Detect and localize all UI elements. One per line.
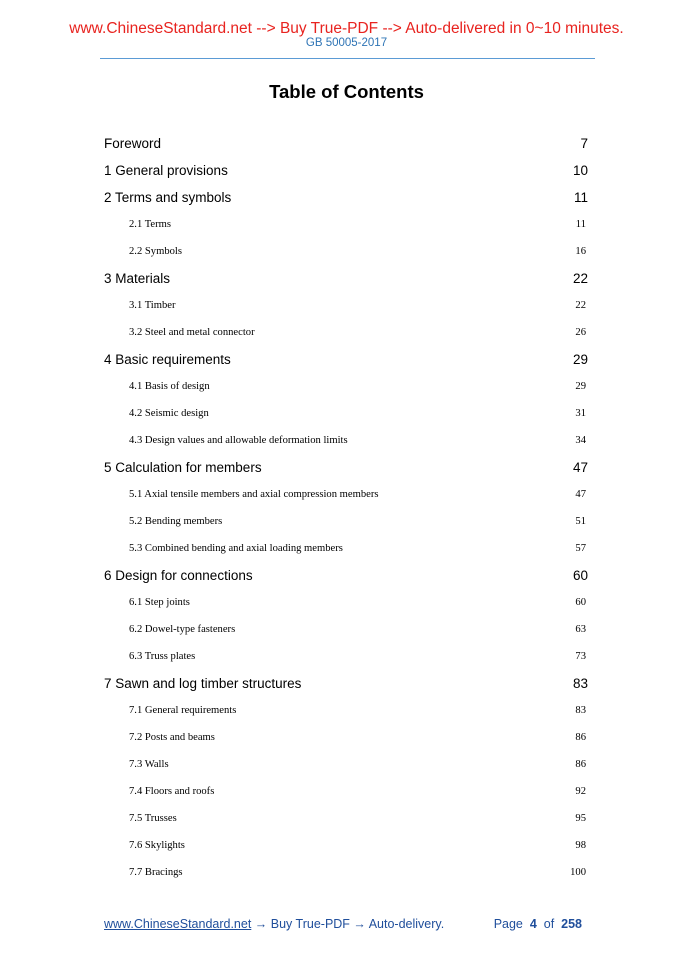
dot-leader: [190, 594, 575, 605]
toc-entry-chapter-2[interactable]: [104, 184, 588, 211]
toc-entry-text: 2.1 Terms: [129, 219, 172, 230]
toc-entry-text: 2 Terms and symbols: [104, 190, 232, 205]
footer-promo-text: → Buy True-PDF → Auto-delivery.: [251, 917, 445, 931]
page-label: Page: [493, 917, 523, 931]
toc-entry-text: 3 Materials: [104, 271, 171, 286]
toc-entry-section-7-2[interactable]: [104, 724, 588, 751]
toc-entry-text: 4.3 Design values and allowable deformation limits: [129, 435, 348, 446]
page-counter: [494, 915, 582, 933]
toc-entry-text: 6.2 Dowel-type fasteners: [129, 624, 236, 635]
toc-entry-text: 5 Calculation for members: [104, 460, 262, 475]
toc-entry-section-2-2[interactable]: [104, 238, 588, 265]
toc-entry-text: 5.1 Axial tensile members and axial compression members: [129, 489, 379, 500]
toc-entry-text: 2.2 Symbols: [129, 246, 182, 257]
toc-entry-page: 11: [575, 219, 586, 230]
toc-entry-page: 95: [575, 813, 586, 824]
toc-entry-section-5-3[interactable]: [104, 535, 588, 562]
toc-entry-page: 22: [572, 271, 588, 286]
current-page-number: 4: [529, 917, 537, 931]
toc-entry-foreword[interactable]: [104, 130, 588, 157]
dot-leader: [176, 297, 576, 308]
dot-leader: [348, 432, 576, 443]
toc-entry-section-6-3[interactable]: [104, 643, 588, 670]
toc-entry-text: 4 Basic requirements: [104, 352, 231, 367]
toc-entry-section-6-2[interactable]: [104, 616, 588, 643]
dot-leader: [195, 648, 575, 659]
toc-entry-page: 10: [572, 163, 588, 178]
toc-entry-page: 86: [575, 759, 586, 770]
toc-entry-page: 29: [575, 381, 586, 392]
dot-leader: [236, 702, 575, 713]
dot-leader: [301, 675, 573, 689]
toc-entry-page: 63: [575, 624, 586, 635]
toc-entry-text: 7.6 Skylights: [129, 840, 185, 851]
toc-entry-text: 6.1 Step joints: [129, 597, 190, 608]
toc-entry-chapter-1[interactable]: [104, 157, 588, 184]
table-of-contents: [104, 130, 588, 886]
toc-entry-chapter-7[interactable]: [104, 670, 588, 697]
dot-leader: [161, 135, 580, 149]
toc-entry-chapter-3[interactable]: [104, 265, 588, 292]
toc-entry-section-3-1[interactable]: [104, 292, 588, 319]
dot-leader: [222, 513, 575, 524]
header-divider: [100, 58, 595, 59]
toc-entry-page: 31: [575, 408, 586, 419]
dot-leader: [235, 621, 575, 632]
dot-leader: [170, 270, 573, 284]
dot-leader: [210, 378, 576, 389]
toc-entry-page: 60: [572, 568, 588, 583]
toc-entry-page: 34: [575, 435, 586, 446]
toc-entry-section-7-6[interactable]: [104, 832, 588, 859]
toc-entry-page: 100: [570, 867, 586, 878]
standard-number: GB 50005-2017: [305, 37, 388, 49]
dot-leader: [253, 567, 573, 581]
of-label: of: [543, 917, 555, 931]
toc-entry-page: 47: [572, 460, 588, 475]
toc-entry-page: 7: [580, 136, 588, 151]
toc-entry-page: 83: [575, 705, 586, 716]
toc-entry-section-7-4[interactable]: [104, 778, 588, 805]
toc-entry-section-6-1[interactable]: [104, 589, 588, 616]
footer-site-link[interactable]: www.ChineseStandard.net: [104, 917, 252, 931]
toc-entry-page: 51: [575, 516, 586, 527]
toc-entry-text: 6 Design for connections: [104, 568, 253, 583]
toc-entry-chapter-4[interactable]: [104, 346, 588, 373]
toc-entry-section-2-1[interactable]: [104, 211, 588, 238]
toc-entry-section-5-1[interactable]: [104, 481, 588, 508]
toc-entry-text: 1 General provisions: [104, 163, 228, 178]
dot-leader: [183, 864, 571, 875]
toc-entry-section-5-2[interactable]: [104, 508, 588, 535]
toc-entry-page: 57: [575, 543, 586, 554]
dot-leader: [378, 486, 575, 497]
toc-entry-page: 60: [575, 597, 586, 608]
dot-leader: [214, 783, 575, 794]
dot-leader: [171, 216, 576, 227]
toc-entry-page: 73: [575, 651, 586, 662]
toc-entry-page: 16: [575, 246, 586, 257]
toc-entry-text: 7.4 Floors and roofs: [129, 786, 215, 797]
toc-entry-page: 98: [575, 840, 586, 851]
dot-leader: [209, 405, 576, 416]
toc-entry-section-3-2[interactable]: [104, 319, 588, 346]
toc-entry-page: 22: [575, 300, 586, 311]
toc-entry-page: 86: [575, 732, 586, 743]
dot-leader: [215, 729, 575, 740]
toc-entry-text: 3.2 Steel and metal connector: [129, 327, 255, 338]
page-title: Table of Contents: [269, 81, 424, 102]
page-footer: [104, 915, 582, 933]
promo-banner[interactable]: www.ChineseStandard.net --> Buy True-PDF --> Auto-delivered in 0~10 minutes.: [69, 20, 624, 37]
dot-leader: [262, 459, 573, 473]
dot-leader: [185, 837, 575, 848]
toc-entry-text: 7 Sawn and log timber structures: [104, 676, 302, 691]
total-pages: 258: [561, 917, 582, 931]
toc-entry-text: 7.2 Posts and beams: [129, 732, 215, 743]
toc-entry-section-4-3[interactable]: [104, 427, 588, 454]
toc-entry-page: 26: [575, 327, 586, 338]
toc-entry-text: 5.2 Bending members: [129, 516, 223, 527]
dot-leader: [177, 810, 576, 821]
dot-leader: [182, 243, 575, 254]
toc-entry-section-7-1[interactable]: [104, 697, 588, 724]
toc-entry-chapter-6[interactable]: [104, 562, 588, 589]
dot-leader: [231, 189, 574, 203]
toc-entry-text: 4.1 Basis of design: [129, 381, 210, 392]
toc-entry-section-7-5[interactable]: [104, 805, 588, 832]
toc-entry-text: Foreword: [104, 136, 162, 151]
toc-entry-text: 7.1 General requirements: [129, 705, 237, 716]
toc-entry-page: 47: [575, 489, 586, 500]
toc-entry-page: 83: [572, 676, 588, 691]
toc-entry-section-4-1[interactable]: [104, 373, 588, 400]
dot-leader: [343, 540, 576, 551]
dot-leader: [255, 324, 576, 335]
toc-entry-text: 3.1 Timber: [129, 300, 176, 311]
toc-entry-page: 92: [575, 786, 586, 797]
footer-promo: [104, 915, 444, 933]
toc-entry-section-7-3[interactable]: [104, 751, 588, 778]
toc-entry-text: 7.5 Trusses: [129, 813, 177, 824]
toc-entry-text: 7.3 Walls: [129, 759, 169, 770]
toc-entry-text: 7.7 Bracings: [129, 867, 183, 878]
toc-entry-chapter-5[interactable]: [104, 454, 588, 481]
toc-entry-page: 29: [572, 352, 588, 367]
toc-entry-text: 6.3 Truss plates: [129, 651, 196, 662]
dot-leader: [231, 351, 573, 365]
toc-entry-section-7-7[interactable]: [104, 859, 588, 886]
toc-entry-section-4-2[interactable]: [104, 400, 588, 427]
dot-leader: [228, 162, 573, 176]
toc-entry-page: 11: [573, 190, 588, 205]
dot-leader: [169, 756, 576, 767]
toc-entry-text: 4.2 Seismic design: [129, 408, 209, 419]
toc-entry-text: 5.3 Combined bending and axial loading members: [129, 543, 343, 554]
